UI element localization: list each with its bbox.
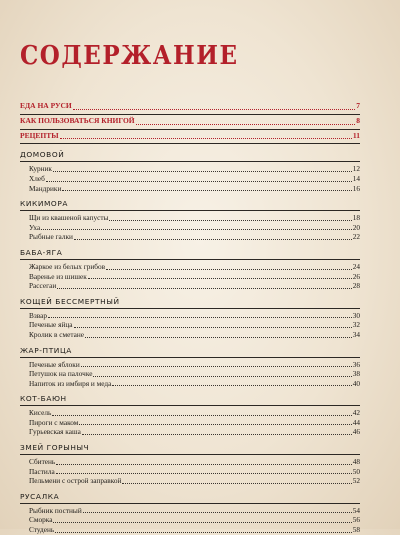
toc-entry-label: Жаркое из белых грибов <box>29 261 106 271</box>
toc-entry-label: Пироги с маком <box>29 417 79 427</box>
toc-entry[interactable] <box>20 232 360 242</box>
toc-entry-page: 48 <box>352 457 360 467</box>
toc-entry[interactable] <box>20 467 360 477</box>
toc-entry-label: Напиток из имбиря и меда <box>29 378 112 388</box>
toc-entry-page: 24 <box>352 261 360 271</box>
toc-entry[interactable] <box>20 330 360 340</box>
section-heading[interactable]: КИКИМОРА <box>20 199 360 211</box>
toc-entry-page: 52 <box>352 476 360 486</box>
toc-section-kikimora <box>20 199 360 242</box>
dot-leader <box>112 385 351 386</box>
toc-entry-label: Кисель <box>29 408 52 418</box>
toc-entry-page: 40 <box>352 378 360 388</box>
toc-entry[interactable] <box>20 281 360 291</box>
dot-leader <box>136 124 356 125</box>
toc-entry-label: Студень <box>29 525 55 535</box>
toc-entry-page: 16 <box>352 183 360 193</box>
toc-entry[interactable] <box>20 506 360 516</box>
toc-entry-label: Курник <box>29 164 52 174</box>
toc-entry-label: РЕЦЕПТЫ <box>20 130 59 140</box>
dot-leader <box>52 415 351 416</box>
toc-entry-label: Сбитень <box>29 457 56 467</box>
toc-entry[interactable] <box>20 262 360 272</box>
toc-entry-page: 46 <box>352 427 360 437</box>
divider <box>20 114 360 115</box>
toc-entry-label: Хлеб <box>29 173 45 183</box>
toc-entry[interactable] <box>20 320 360 330</box>
top-entries <box>20 101 360 144</box>
toc-entry-page: 20 <box>352 222 360 232</box>
toc-entry-label: Мандрики <box>29 183 62 193</box>
toc-entry[interactable] <box>20 311 360 321</box>
dot-leader <box>46 181 352 182</box>
dot-leader <box>56 473 352 474</box>
toc-entry[interactable] <box>20 223 360 233</box>
toc-entry-page: 36 <box>352 359 360 369</box>
toc-entry[interactable] <box>20 476 360 486</box>
dot-leader <box>83 512 352 513</box>
section-heading[interactable]: КОЩЕЙ БЕССМЕРТНЫЙ <box>20 297 360 309</box>
toc-entry[interactable] <box>20 360 360 370</box>
toc-entry[interactable] <box>20 272 360 282</box>
dot-leader <box>79 424 351 425</box>
toc-entry-label: Рассегаи <box>29 281 57 291</box>
toc-entry-page: 34 <box>352 329 360 339</box>
toc-entry-page: 30 <box>352 310 360 320</box>
divider <box>20 129 360 130</box>
section-heading[interactable]: РУСАЛКА <box>20 492 360 504</box>
dot-leader <box>41 229 351 230</box>
toc-entry-page: 8 <box>356 115 360 125</box>
toc-entry-page: 38 <box>352 369 360 379</box>
dot-leader <box>53 522 351 523</box>
toc-entry[interactable] <box>20 427 360 437</box>
dot-leader <box>106 269 352 270</box>
dot-leader <box>57 288 351 289</box>
toc-section-koschei <box>20 297 360 340</box>
section-heading[interactable]: БАБА-ЯГА <box>20 248 360 260</box>
toc-entry-label: Пастила <box>29 466 55 476</box>
dot-leader <box>122 483 351 484</box>
toc-entry[interactable] <box>20 408 360 418</box>
dot-leader <box>74 239 352 240</box>
table-of-contents <box>20 101 360 535</box>
toc-entry-page: 32 <box>352 320 360 330</box>
toc-entry-recipes[interactable] <box>20 131 360 142</box>
toc-entry-page: 12 <box>352 164 360 174</box>
toc-entry-page: 58 <box>352 525 360 535</box>
toc-entry-label: ЕДА НА РУСИ <box>20 101 72 110</box>
dot-leader <box>74 327 352 328</box>
toc-entry[interactable] <box>20 213 360 223</box>
toc-entry-label: Взвар <box>29 310 47 320</box>
toc-entry-label: Щи из квашеной капусты <box>29 213 109 223</box>
toc-section-domovoy <box>20 150 360 193</box>
toc-entry[interactable] <box>20 418 360 428</box>
dot-leader <box>82 434 352 435</box>
toc-entry[interactable] <box>20 457 360 467</box>
toc-entry[interactable] <box>20 184 360 194</box>
toc-entry-label: Уха <box>29 222 41 232</box>
dot-leader <box>85 337 352 338</box>
toc-entry[interactable] <box>20 369 360 379</box>
toc-entry-page: 56 <box>352 515 360 525</box>
toc-entry-page: 26 <box>352 271 360 281</box>
toc-entry-page: 22 <box>352 232 360 242</box>
dot-leader <box>56 464 351 465</box>
toc-entry-page: 50 <box>352 466 360 476</box>
toc-entry-page: 54 <box>352 505 360 515</box>
toc-entry-label: Петушок на палочке <box>29 369 93 379</box>
toc-section-zmey-gorynych <box>20 443 360 486</box>
dot-leader <box>53 171 352 172</box>
toc-section-baba-yaga <box>20 248 360 291</box>
dot-leader <box>73 109 356 110</box>
dot-leader <box>55 532 351 533</box>
dot-leader <box>62 190 351 191</box>
toc-entry[interactable] <box>20 164 360 174</box>
section-heading[interactable]: ЗМЕЙ ГОРЫНЫЧ <box>20 443 360 455</box>
dot-leader <box>60 138 352 139</box>
toc-entry[interactable] <box>20 525 360 535</box>
toc-entry-page: 7 <box>356 101 360 110</box>
toc-entry-label: Пельмени с острой заправкой <box>29 476 122 486</box>
toc-entry-page: 28 <box>352 281 360 291</box>
toc-entry[interactable] <box>20 515 360 525</box>
toc-section-rusalka <box>20 492 360 535</box>
toc-entry-food-in-rus[interactable] <box>20 101 360 112</box>
dot-leader <box>48 317 352 318</box>
dot-leader <box>88 278 352 279</box>
dot-leader <box>109 220 351 221</box>
toc-entry-label: Гурьевская каша <box>29 427 81 437</box>
toc-section-zhar-ptitsa <box>20 346 360 389</box>
section-heading[interactable]: ДОМОВОЙ <box>20 150 360 162</box>
toc-entry-page: 44 <box>352 417 360 427</box>
toc-section-kot-bayun <box>20 394 360 437</box>
dot-leader <box>93 376 351 377</box>
divider <box>20 143 360 144</box>
toc-entry-label: Варенье из шишек <box>29 271 87 281</box>
toc-entry-label: Печеные яблоки <box>29 359 80 369</box>
dot-leader <box>81 366 352 367</box>
toc-entry-page: 11 <box>352 130 360 140</box>
page-title: СОДЕРЖАНИЕ <box>20 40 239 72</box>
toc-entry-label: Рыбник постный <box>29 505 82 515</box>
toc-entry-how-to-use[interactable] <box>20 116 360 127</box>
toc-entry-label: Сморка <box>29 515 53 525</box>
toc-entry-label: Печеные яйца <box>29 320 73 330</box>
toc-entry-page: 14 <box>352 173 360 183</box>
section-heading[interactable]: КОТ-БАЮН <box>20 394 360 406</box>
toc-entry[interactable] <box>20 379 360 389</box>
toc-entry-page: 18 <box>352 213 360 223</box>
toc-entry-label: Рыбные галки <box>29 232 73 242</box>
toc-entry-label: КАК ПОЛЬЗОВАТЬСЯ КНИГОЙ <box>20 115 135 125</box>
toc-entry[interactable] <box>20 174 360 184</box>
section-heading[interactable]: ЖАР-ПТИЦА <box>20 346 360 358</box>
toc-entry-page: 42 <box>352 408 360 418</box>
toc-entry-label: Кролик в сметане <box>29 329 85 339</box>
